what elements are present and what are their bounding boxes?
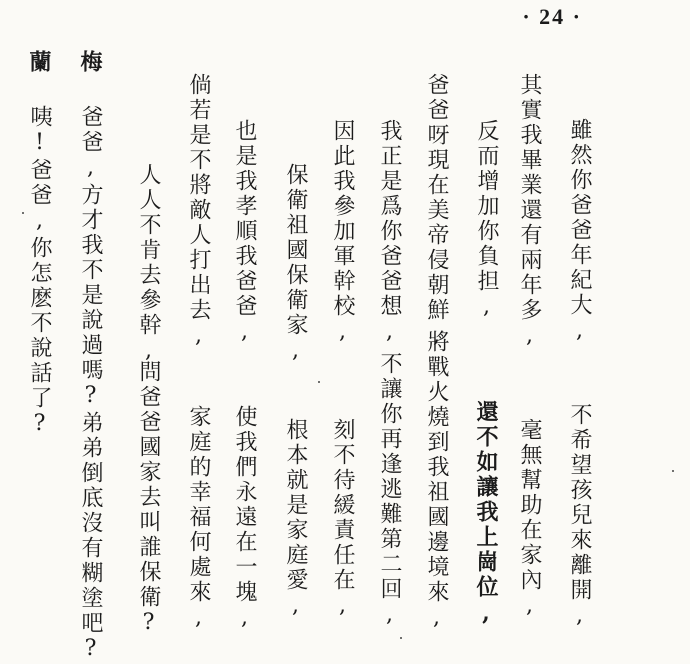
verse-line-2b: 毫無幫助在家內, (517, 418, 542, 621)
verse-line-4a: 爸爸呀現在美帝侵朝鮮, (424, 73, 449, 351)
dialogue-line-2: 咦!爸爸,你怎麽不說話了? (27, 105, 52, 439)
speaker-lan: 蘭 (26, 50, 52, 75)
page-number: · 24 · (522, 4, 582, 29)
verse-line-5b: 不讓你再逢逃難第二回, (377, 352, 402, 630)
verse-line-2a: 其實我畢業還有兩年多, (517, 73, 542, 351)
print-speck (22, 212, 24, 214)
verse-line-10a: 人人不肯去參幹, (136, 163, 161, 366)
verse-line-1b: 不希望孩兒來離開, (567, 403, 592, 631)
speaker-mei: 梅 (77, 50, 103, 75)
verse-line-6a: 因此我參加軍幹校, (330, 119, 355, 347)
print-speck (672, 470, 674, 472)
verse-line-1a: 雖然你爸爸年紀大, (567, 118, 592, 346)
verse-line-10b: 問爸爸國家去叫誰保衛? (136, 360, 161, 638)
verse-line-4b: 將戰火燒到我祖國邊境來, (424, 330, 449, 633)
dialogue-line-1: 爸爸,方才我不是說過嗎?弟弟倒底沒有糊塗吧? (78, 105, 103, 664)
print-speck (318, 381, 320, 383)
verse-line-6b: 刻不待緩責任在, (330, 418, 355, 621)
verse-line-9b: 家庭的幸福何處來, (186, 405, 211, 633)
verse-line-8b: 使我們永遠在一塊, (232, 405, 257, 633)
verse-line-8a: 也是我孝順我爸爸, (232, 119, 257, 347)
verse-line-9a: 倘若是不將敵人打出去, (186, 73, 211, 351)
print-speck (400, 637, 402, 639)
verse-line-7b: 根本就是家庭愛, (283, 418, 308, 621)
verse-line-5a: 我正是爲你爸爸想, (377, 119, 402, 347)
verse-line-3b: 還不如讓我上崗位, (473, 400, 499, 629)
verse-line-3a: 反而增加你負担, (474, 119, 499, 322)
verse-line-7a: 保衛祖國保衛家, (283, 163, 308, 366)
